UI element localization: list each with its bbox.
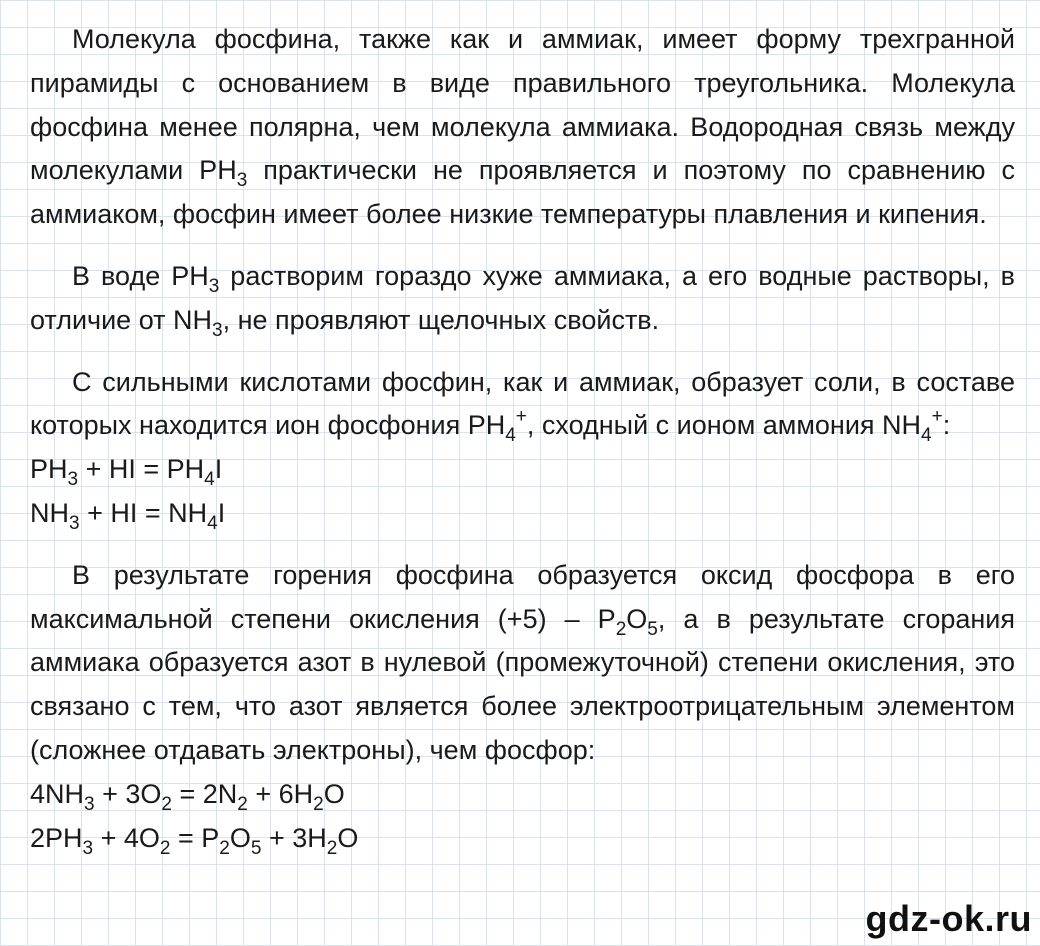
subscript: 4 (921, 425, 932, 447)
equation-ph3-combustion (30, 817, 1015, 861)
document-body (30, 18, 1015, 860)
subscript: 2 (326, 837, 338, 859)
text-run: 4NH (30, 778, 85, 809)
text-run: + 3H (261, 822, 327, 853)
text-run: практически не проявляется и поэтому по сравнению с аммиаком, фосфин имеет более низкие температуры плавления и кипения. (30, 155, 1016, 230)
subscript: 3 (69, 512, 80, 534)
subscript: 3 (208, 275, 220, 297)
subscript: 2 (219, 837, 230, 859)
subscript: 5 (647, 618, 658, 640)
text-run: I (214, 454, 223, 485)
text-run: O (323, 778, 345, 809)
superscript: + (515, 406, 527, 428)
subscript: 2 (161, 793, 172, 815)
paragraph-phosphine-structure (30, 18, 1015, 237)
text-run: , сходный с ионом аммония NH (526, 410, 922, 441)
text-run: , а в результате сгорания аммиака образуется азот в нулевой (промежуточной) степени окисления, это связано с тем, что азот является более электроотрицательным элементом (сложнее отдавать электроны), чем фосфор: (30, 603, 1015, 765)
text-run: + 4O (93, 822, 160, 853)
text-run: + 6H (247, 778, 314, 809)
text-run: растворим гораздо хуже аммиака, а его водные растворы, в отличие от NH (30, 260, 1015, 335)
subscript: 2 (615, 618, 627, 640)
text-run: С сильными кислотами фосфин, как и аммиак, образует соли, в составе которых находится ион фосфония PH (30, 366, 1015, 441)
subscript: 4 (204, 469, 215, 491)
text-run: O (229, 822, 251, 853)
subscript: 2 (159, 837, 171, 859)
text-run: + HI = NH (79, 497, 208, 528)
text-run: PH (30, 454, 68, 485)
text-run: + HI = PH (78, 454, 205, 485)
paragraph-phosphonium-salts (30, 361, 1015, 449)
text-run: В воде PH (72, 260, 209, 291)
text-run: : (942, 410, 951, 441)
text-run: + 3O (94, 778, 162, 809)
text-run: 2PH (30, 822, 83, 853)
subscript: 4 (505, 425, 516, 447)
subscript: 2 (237, 793, 248, 815)
subscript: 3 (67, 469, 79, 491)
text-run: NH (30, 497, 69, 528)
subscript: 2 (313, 793, 324, 815)
text-run: O (337, 822, 359, 853)
subscript: 4 (207, 512, 218, 534)
text-run: Молекула фосфина, также как и аммиак, имеет форму трехгранной пирамиды с основанием в виде правильного треугольника. Молекула фосфина менее полярна, чем молекула аммиака. Водородная связь между молекулами PH (30, 24, 1015, 186)
equation-nh3-hi (30, 492, 1015, 536)
text-run: O (626, 603, 648, 634)
subscript: 3 (84, 793, 95, 815)
equation-ph3-hi (30, 448, 1015, 492)
subscript: 3 (212, 319, 223, 341)
paragraph-combustion (30, 554, 1015, 773)
subscript: 5 (250, 837, 262, 859)
text-run: = P (170, 822, 220, 853)
subscript: 3 (236, 170, 248, 192)
subscript: 3 (82, 837, 94, 859)
equation-nh3-combustion (30, 773, 1015, 817)
text-run: = 2N (171, 778, 238, 809)
text-run: , не проявляют щелочных свойств. (222, 304, 660, 335)
text-run: I (217, 497, 226, 528)
paragraph-phosphine-solubility (30, 255, 1015, 343)
superscript: + (931, 406, 943, 428)
watermark: gdz-ok.ru (865, 898, 1032, 939)
text-run: В результате горения фосфина образуется оксид фосфора в его максимальной степени окисления (+5) – P (30, 559, 1015, 634)
